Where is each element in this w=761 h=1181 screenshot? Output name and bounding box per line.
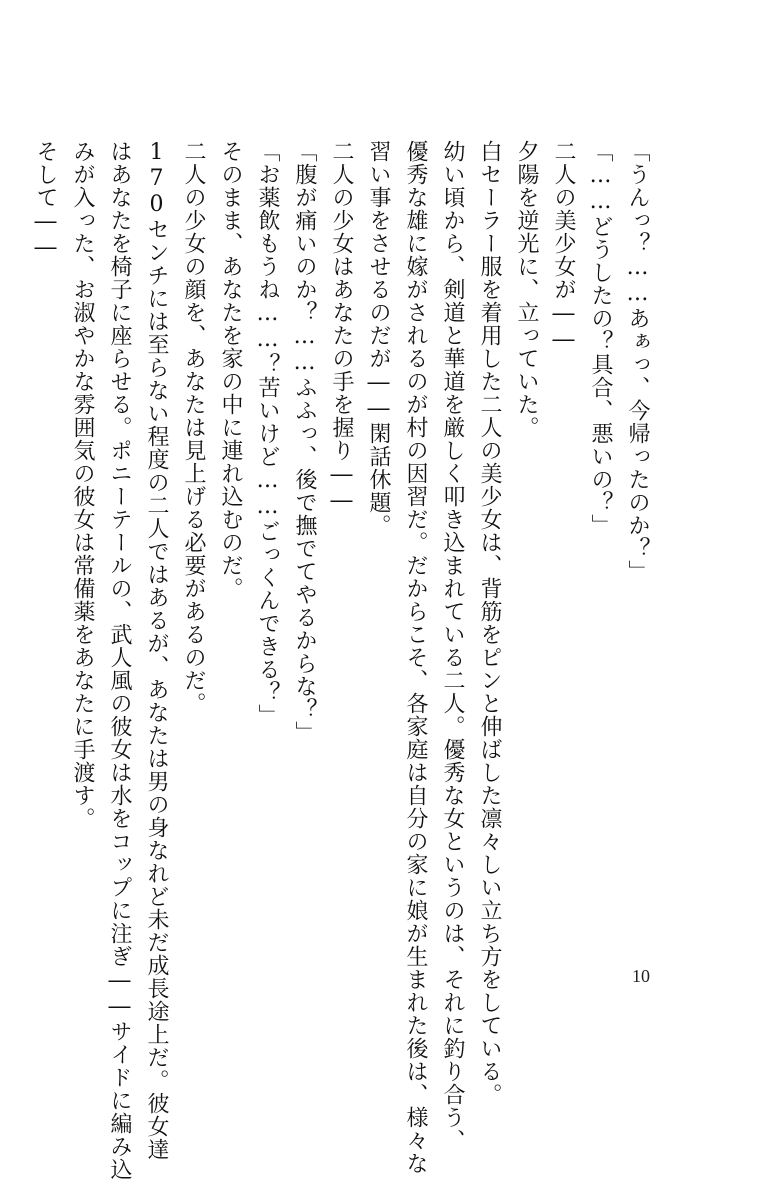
text-line-16: みが入った、お淑やかな雰囲気の彼女は常備薬をあなたに手渡す。 [70, 140, 95, 830]
text-line-4: 夕陽を逆光に、立っていた。 [514, 140, 539, 439]
text-line-3: 二人の美少女が―― [551, 140, 576, 353]
text-line-6: 幼い頃から、剣道と華道を厳しく叩き込まれている二人。優秀な女というのは、それに釣り合う、 [440, 140, 465, 1152]
text-line-8: 習い事をさせるのだが――閑話休題。 [366, 140, 391, 537]
blank-line [0, 140, 27, 990]
page-number: 10 [632, 966, 650, 986]
text-line-10: 「腹が痛いのか？……ふふっ、後で撫でてやるからな？」 [292, 140, 317, 744]
text-line-17: そして―― [33, 140, 58, 261]
text-line-9: 二人の少女はあなたの手を握り―― [329, 140, 354, 514]
text-line-7: 優秀な雄に嫁がされるのが村の因習だ。だからこそ、各家庭は自分の家に娘が生まれた後は、様々な [403, 140, 428, 1175]
text-line-5: 白セーラー服を着用した二人の美少女は、背筋をピンと伸ばした凛々しい立ち方をしている。 [477, 140, 502, 1106]
text-line-11: 「お薬飲もうね……？苦いけど……ごっくんできる？」 [255, 140, 280, 727]
body-text [0, 140, 656, 1181]
text-line-14: 170センチには至らない程度の二人ではあるが、あなたは男の身なれど未だ成長途上だ。彼女達 [144, 140, 169, 1161]
text-line-15: はあなたを椅子に座らせる。ポニーテールの、武人風の彼女は水をコップに注ぎ――サイドに編み込 [107, 140, 132, 1181]
text-line-1: 「うんっ？……あぁっ、今帰ったのか？」 [625, 140, 650, 583]
text-line-12: そのまま、あなたを家の中に連れ込むのだ。 [218, 140, 243, 600]
text-line-2: 「……どうしたの？具合、悪いの？」 [588, 140, 613, 537]
text-line-13: 二人の少女の顔を、あなたは見上げる必要があるのだ。 [181, 140, 206, 715]
